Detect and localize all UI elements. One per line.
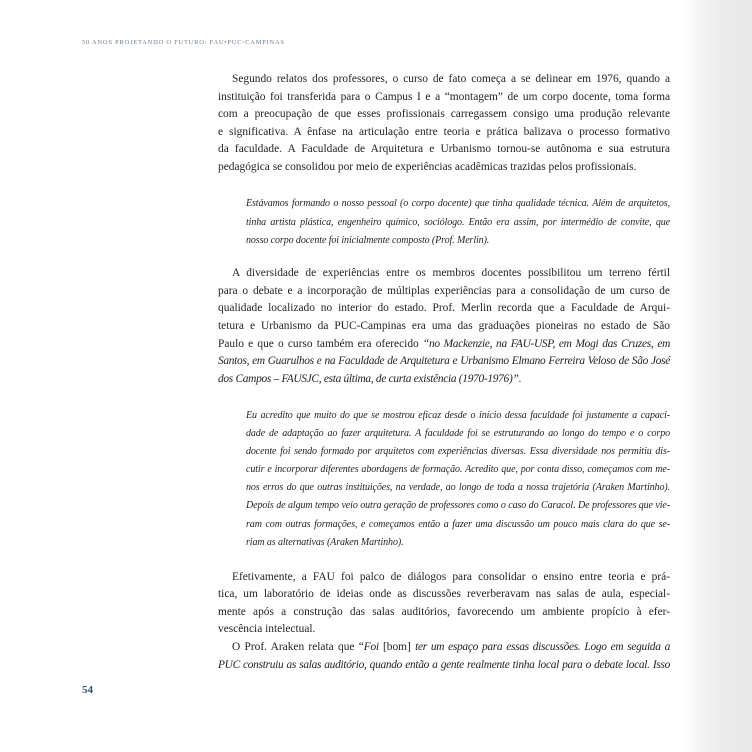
text-line: qualidade localizado no interior do estado. Prof. Merlin recorda que a Faculdade de Arqui- xyxy=(218,302,670,315)
text-line: tetura e Urbanismo da PUC-Campinas era uma das graduações pioneiras no estado de São xyxy=(218,320,670,333)
quote-line: docente foi sendo formado por arquitetos com experiências diversas. Essa diversidade nos permitiu dis- xyxy=(246,446,670,458)
quote-line: nosso corpo docente foi inicialmente composto (Prof. Merlin). xyxy=(246,235,490,246)
text-line: vescência intelectual. xyxy=(218,623,316,636)
paragraph xyxy=(218,569,670,639)
quote-line: Eu acredito que muito do que se mostrou eficaz desde o início dessa faculdade foi justamente a capaci- xyxy=(246,410,670,421)
text-line: Efetivamente, a FAU foi palco de diálogos para consolidar o ensino entre teoria e prá- xyxy=(232,571,670,583)
text-line xyxy=(218,638,670,656)
quoted-text-segment: ter um espaço para essas discussões. Logo em seguida a xyxy=(415,641,670,653)
text-line: instituição foi transferida para o Campus I e a “montagem” de um corpo docente, toma forma xyxy=(218,90,670,103)
text-line: da faculdade. A Faculdade de Arquitetura e Urbanismo tornou-se autônoma e sua estrutura xyxy=(218,143,670,156)
text-line: mente após a construção das salas auditórios, favorecendo um ambiente propício à efer- xyxy=(218,605,670,618)
quote-line: cutir e incorporar diferentes abordagens de formação. Acredito que, por conta disso, começamos com me- xyxy=(246,464,670,476)
paragraph xyxy=(218,638,670,674)
text-line: tica, um laboratório de ideias onde as discussões reverberavam nas salas de aula, especial- xyxy=(218,588,670,601)
text-segment: Paulo e que o curso também era oferecido xyxy=(218,337,423,350)
quoted-text-segment: “no Mackenzie, na FAU-USP, em Mogi das Cruzes, em xyxy=(422,337,670,350)
page-edge-shadow xyxy=(684,0,752,752)
quote-line: dade de adaptação ao fazer arquitetura. A faculdade foi se estruturando ao longo do tempo e o corpo xyxy=(246,428,670,440)
page-number: 54 xyxy=(82,684,93,696)
text-line: Santos, em Guarulhos e na Faculdade de Arquitetura e Urbanismo Elmano Ferreira Veloso de São José xyxy=(218,355,670,368)
quote-line: Estávamos formando o nosso pessoal (o corpo docente) que tinha qualidade técnica. Além de arquitetos, xyxy=(246,198,670,209)
text-segment: [bom] xyxy=(378,641,416,653)
text-line: e significativa. A ênfase na articulação entre teoria e prática balizava o processo formativo xyxy=(218,125,670,138)
paragraph xyxy=(218,71,670,177)
text-segment: O Prof. Araken relata que “ xyxy=(232,641,364,653)
text-line: pedagógica se consolidou por meio de experiências acadêmicas trazidas pelos profissionais. xyxy=(218,160,637,173)
quoted-text-segment: dos Campos – FAUSJC, esta última, de curta existência (1970-1976)” xyxy=(218,373,519,386)
text-line xyxy=(218,371,670,389)
text-line: A diversidade de experiências entre os membros docentes possibilitou um terreno fértil xyxy=(232,267,670,279)
text-segment: . xyxy=(518,373,522,386)
paragraph xyxy=(218,265,670,389)
text-line: Segundo relatos dos professores, o curso de fato começa a se delinear em 1976, quando a xyxy=(232,73,670,85)
quote-line: nos erros do que outras instituições, na verdade, ao longo de toda a nossa trajetória (Araken Martinho). xyxy=(246,482,670,494)
text-line: com a preocupação de que esses profissionais carregassem consigo uma produção relevante xyxy=(218,108,670,121)
text-line: PUC construiu as salas auditório, quando então a gente realmente tinha local para o debate local. Isso xyxy=(218,659,670,671)
quote-line: tinha artista plástica, engenheiro químico, sociólogo. Então era assim, por intermédio de convite, que xyxy=(246,216,670,228)
quoted-text-segment: Foi xyxy=(363,641,379,653)
text-line: para o debate e a incorporação de múltiplas experiências para a consolidação de um curso de xyxy=(218,284,670,297)
block-quote xyxy=(246,195,670,251)
text-line xyxy=(218,336,670,354)
quote-line: ram com outras formações, e começamos então a fazer uma discussão um pouco mais clara do que se- xyxy=(246,518,670,530)
quote-line: Depois de algum tempo veio outra geração de professores como o caso do Caracol. De professores que vie- xyxy=(246,500,670,512)
running-header: 50 ANOS PROJETANDO O FUTURO: FAU•PUC-CAMPINAS xyxy=(82,39,285,46)
block-quote xyxy=(246,407,670,552)
quote-line: riam as alternativas (Araken Martinho). xyxy=(246,536,404,548)
